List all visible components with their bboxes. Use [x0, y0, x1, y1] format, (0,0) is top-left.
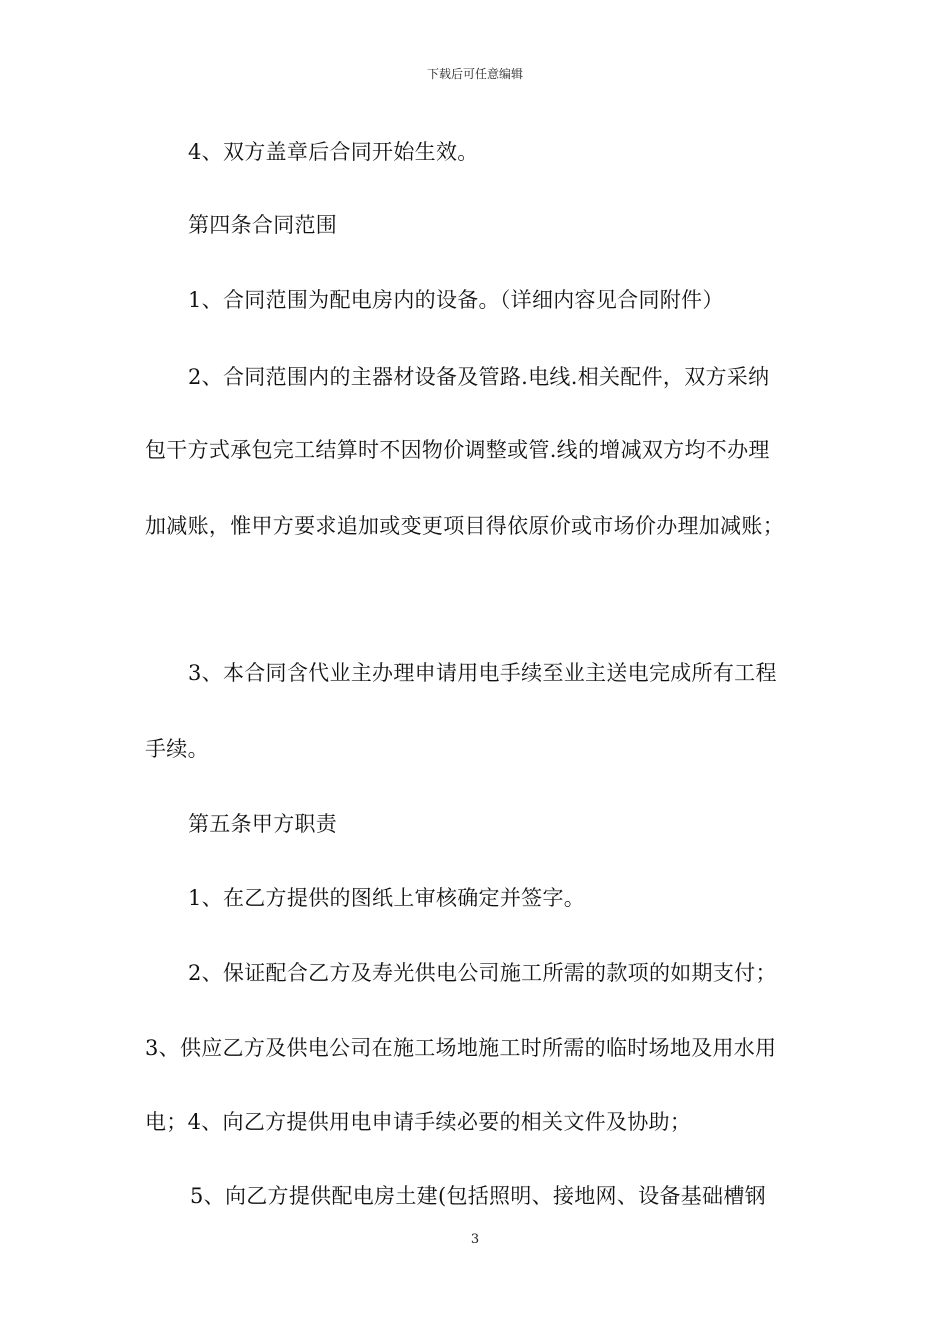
- paragraph-line: 3、本合同含代业主办理申请用电手续至业主送电完成所有工程: [188, 661, 777, 685]
- paragraph-line: 3、供应乙方及供电公司在施工场地施工时所需的临时场地及用水用: [145, 1036, 777, 1060]
- paragraph-line: 手续。: [145, 737, 209, 761]
- page-header: 下载后可任意编辑: [426, 67, 523, 81]
- paragraph-line: 2、合同范围内的主器材设备及管路.电线.相关配件，双方采纳: [188, 365, 770, 389]
- page-number: 3: [470, 1232, 480, 1247]
- paragraph-line: 加减账，惟甲方要求追加或变更项目得依原价或市场价办理加减账；: [145, 514, 784, 538]
- paragraph-line: 5、向乙方提供配电房土建(包括照明、接地网、设备基础槽钢: [190, 1184, 766, 1208]
- paragraph-line: 电；4、向乙方提供用电申请手续必要的相关文件及协助；: [145, 1110, 692, 1134]
- paragraph-line: 4、双方盖章后合同开始生效。: [188, 140, 479, 164]
- paragraph-line: 1、合同范围为配电房内的设备。（详细内容见合同附件）: [188, 288, 724, 312]
- paragraph-line: 1、在乙方提供的图纸上审核确定并签字。: [188, 886, 586, 910]
- paragraph-line: 2、保证配合乙方及寿光供电公司施工所需的款项的如期支付；: [188, 961, 777, 985]
- section-heading: 第四条合同范围: [188, 213, 338, 237]
- paragraph-line: 包干方式承包完工结算时不因物价调整或管.线的增减双方均不办理: [145, 438, 770, 462]
- section-heading: 第五条甲方职责: [188, 812, 338, 836]
